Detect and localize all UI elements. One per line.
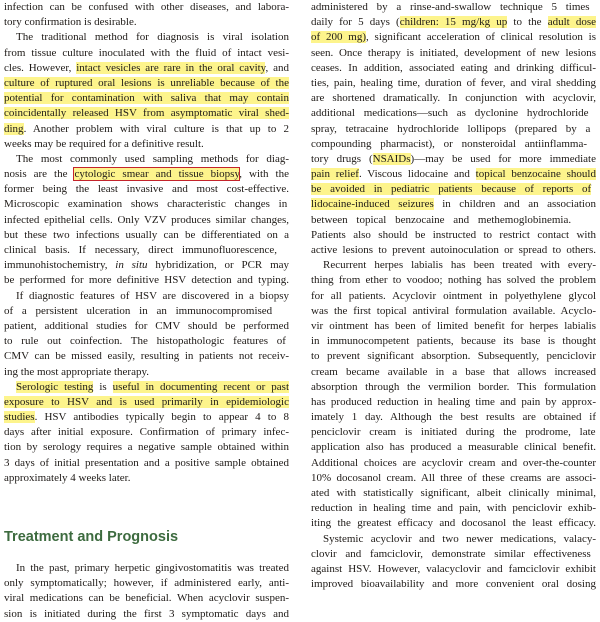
text-segment: to prevent significant absorption. Subsequently, penciclovir: [311, 350, 596, 363]
text-line: [4, 425, 289, 440]
text-line: [311, 122, 596, 137]
text-segment: administered by a rinse-and-swallow technique 5 times: [311, 1, 590, 13]
text-line: [311, 304, 596, 319]
boxed-highlight-phrase: cytologic smear and tissue biopsy: [74, 168, 240, 181]
text-line: [4, 304, 289, 319]
text-line: [311, 273, 596, 288]
text-segment: is: [93, 380, 113, 393]
text-line: [4, 122, 289, 137]
text-line: [311, 213, 596, 228]
text-segment: In the past, primary herpetic gingivostomatitis was treated: [16, 562, 289, 574]
text-segment: to the: [507, 16, 548, 29]
text-segment: has produced reduction in healing time and pain by approx-: [311, 395, 596, 408]
text-line: [4, 30, 289, 45]
left-column: [4, 0, 289, 622]
text-segment: against HSV. However, valacyclovir and famciclovir exhibit: [311, 562, 596, 575]
text-segment: additional medications—such as dyclonine hydrochloride: [311, 107, 589, 120]
text-line: [311, 15, 596, 30]
text-segment: nosis are the: [4, 168, 75, 181]
text-segment: tory confirmation is desirable.: [4, 16, 137, 29]
text-line: [4, 289, 289, 304]
text-line: [4, 228, 289, 243]
text-line: [4, 380, 289, 395]
highlighted-phrase: Serologic testing: [16, 380, 94, 393]
text-segment: . Viscous lidocaine and: [358, 168, 476, 181]
text-line: [4, 61, 289, 76]
text-line: [4, 591, 289, 606]
text-segment: in children and an association: [433, 198, 596, 211]
text-line: [311, 395, 596, 410]
text-line: [4, 273, 289, 288]
text-segment: . Another problem with viral culture is that up to 2: [23, 122, 289, 135]
text-segment: spray, tetracaine hydrochloride lollipops (prepared by a: [311, 122, 591, 135]
text-segment: Additional choices are acyclovir cream and over-the-counter: [311, 456, 596, 469]
text-line: [4, 471, 289, 486]
text-line: [311, 334, 596, 349]
text-line: [4, 410, 289, 425]
text-line: [311, 501, 596, 516]
text-line: [4, 607, 289, 622]
text-segment: in situ: [115, 259, 148, 272]
text-line: [4, 440, 289, 455]
highlighted-phrase: children: 15 mg/kg up: [399, 16, 508, 29]
text-line: [4, 152, 289, 167]
text-line: [4, 197, 289, 212]
text-segment: viral medications can be beneficial. When acyclovir suspen-: [4, 592, 289, 605]
section-spacer: [4, 486, 289, 526]
text-segment: ated with statistically significant, albeit clinically minimal,: [311, 487, 596, 499]
text-segment: daily for 5 days (: [311, 16, 400, 29]
text-segment: approximately 4 weeks later.: [4, 471, 131, 484]
text-segment: The most commonly used sampling methods for diag-: [16, 152, 289, 165]
text-line: [311, 456, 596, 471]
text-segment: tion by serology requires a negative sample obtained within: [4, 441, 289, 454]
text-segment: Systemic acyclovir and two newer medications, valacy-: [323, 532, 596, 545]
highlighted-phrase: lidocaine-induced seizures: [311, 198, 434, 211]
highlighted-phrase: ding: [4, 122, 24, 135]
text-segment: to rule out coinfection. The histopathologic features of: [4, 335, 286, 348]
text-segment: )—may be used for more immediate: [410, 152, 596, 165]
text-line: [311, 106, 596, 121]
highlighted-phrase: coincidentally released HSV from asymptomatic viral shed-: [4, 107, 289, 120]
text-line: [311, 349, 596, 364]
text-line: [4, 319, 289, 334]
text-line: [4, 365, 289, 380]
text-line: [4, 15, 289, 30]
text-segment: CMV can be missed easily, resulting in patients not receiv-: [4, 350, 289, 363]
text-line: [311, 289, 596, 304]
text-segment: Microscopic examination shows characteristic changes in: [4, 198, 288, 211]
text-line: [311, 91, 596, 106]
text-line: [311, 167, 596, 182]
text-line: [4, 182, 289, 197]
highlighted-phrase: of 200 mg): [311, 31, 366, 44]
text-segment: ceases. In addition, associated eating and drinking difficul-: [311, 61, 596, 74]
text-line: [311, 152, 596, 167]
text-segment: vir ointment has been of limited benefit for herpes labialis: [311, 319, 596, 332]
text-line: [311, 182, 596, 197]
text-line: [4, 213, 289, 228]
text-segment: imately 1 day. Although the best results are obtained if: [311, 411, 596, 424]
text-segment: Patients also should be instructed to restrict contact with: [311, 228, 596, 241]
text-line: [311, 547, 596, 562]
text-line: [311, 30, 596, 45]
text-segment: seen. Once therapy is initiated, development of new lesions: [311, 46, 596, 59]
text-line: [4, 0, 289, 15]
text-line: [311, 440, 596, 455]
text-segment: absorption through the vermilion border. This formulation: [311, 380, 596, 393]
highlighted-phrase: exposure to HSV and is used primarily in epidemiologic: [4, 395, 289, 408]
text-segment: , with the: [239, 168, 289, 181]
text-segment: infected epithelial cells. Only VZV produces similar changes,: [4, 213, 289, 226]
text-segment: only symptomatically; however, if administered early, anti-: [4, 577, 289, 590]
text-segment: are shortened dramatically. In conjunction with acyclovir,: [311, 92, 596, 105]
text-line: [4, 167, 289, 182]
text-line: [311, 486, 596, 501]
right-column: [311, 0, 596, 592]
text-segment: weeks may be required for a definitive result.: [4, 137, 204, 150]
text-line: [4, 106, 289, 121]
text-line: [311, 258, 596, 273]
text-line: [311, 532, 596, 547]
highlighted-phrase: pain relief: [311, 168, 359, 181]
text-segment: 10% docosanol cream. All three of these creams are associ-: [311, 471, 596, 484]
text-segment: hybridization, or PCR may: [147, 259, 289, 272]
section-heading: Treatment and Prognosis: [4, 529, 179, 545]
text-line: [4, 349, 289, 364]
text-segment: clovir and famciclovir, demonstrate similar effectiveness: [311, 547, 591, 560]
text-segment: If diagnostic features of HSV are discovered in a biopsy: [16, 289, 289, 302]
text-line: [4, 76, 289, 91]
highlighted-phrase: adult dose: [547, 16, 596, 29]
text-segment: former being the least invasive and most cost-effective.: [4, 183, 289, 196]
text-line: [311, 243, 596, 258]
text-segment: improved bioavailability and more convenient oral dosing: [311, 578, 596, 591]
text-line: [311, 319, 596, 334]
text-line: [311, 471, 596, 486]
text-line: [311, 577, 596, 592]
text-line: [4, 91, 289, 106]
text-segment: but these two infections usually can be differentiated on a: [4, 228, 289, 241]
text-segment: cream became available in a base that allows increased: [311, 365, 596, 378]
text-line: [311, 410, 596, 425]
text-line: [311, 76, 596, 91]
highlighted-phrase: be avoided in pediatric patients because of reports of: [311, 183, 592, 196]
highlighted-phrase: intact vesicles are rare in the oral cavity: [76, 61, 266, 74]
text-segment: thing from ether to voodoo; nothing has solved the problem: [311, 274, 596, 287]
text-segment: ties, pain, healing time, duration of fever, and viral shedding: [311, 76, 596, 89]
text-segment: be performed for more definitive HSV detection and typing.: [4, 274, 289, 287]
text-segment: tory drugs (: [311, 152, 373, 165]
text-line: [311, 516, 596, 531]
text-segment: days after initial exposure. Confirmation of primary infec-: [4, 426, 289, 439]
text-segment: compounding pharmacist), or nonsteroidal antiinflamma-: [311, 137, 588, 150]
text-line: [311, 380, 596, 395]
text-segment: for all patients. Acyclovir ointment in polyethylene glycol: [311, 289, 596, 302]
text-segment: in immunocompetent patients, because its base is thought: [311, 335, 596, 348]
text-segment: The traditional method for diagnosis is viral isolation: [16, 31, 289, 44]
text-line: [311, 46, 596, 61]
text-segment: ing the most appropriate therapy.: [4, 365, 149, 378]
text-line: [311, 562, 596, 577]
text-segment: application also has produced a measurable clinical benefit.: [311, 441, 596, 454]
text-line: [4, 258, 289, 273]
highlighted-phrase: studies: [4, 411, 35, 424]
text-line: [4, 395, 289, 410]
text-segment: Recurrent herpes labialis has been treated with every-: [323, 259, 596, 272]
highlighted-phrase: useful in documenting recent or past: [112, 380, 289, 393]
text-line: [4, 137, 289, 152]
text-segment: active lesions to prevent autoinoculation or spread to others.: [311, 244, 596, 256]
text-segment: . HSV antibodies typically begin to appear 4 to 8: [34, 411, 289, 424]
highlighted-phrase: topical benzocaine should: [475, 168, 596, 181]
text-line: [4, 46, 289, 61]
text-segment: from tissue culture inoculated with the fluid of intact vesi-: [4, 46, 289, 59]
text-line: [311, 197, 596, 212]
text-segment: cles. However,: [4, 61, 77, 74]
text-segment: sion is initiated during the first 3 symptomatic days and: [4, 607, 289, 620]
text-line: [4, 456, 289, 471]
text-line: [311, 61, 596, 76]
text-segment: reduction in healing time and pain, with penciclovir exhib-: [311, 502, 596, 515]
text-line: [4, 334, 289, 349]
text-segment: , and: [265, 61, 289, 74]
text-line: [311, 365, 596, 380]
text-line: [311, 425, 596, 440]
text-segment: infection can be confused with other diseases, and labora-: [4, 1, 289, 13]
text-line: [311, 228, 596, 243]
text-segment: was the first topical antiviral formulation available. Acyclo-: [311, 304, 596, 317]
text-line: [4, 576, 289, 591]
text-line: [311, 0, 596, 15]
text-segment: immunohistochemistry,: [4, 259, 116, 272]
highlighted-phrase: culture of ruptured oral lesions is unreliable because of the: [4, 76, 289, 89]
text-line: [4, 243, 289, 258]
text-segment: clinical basis. If necessary, direct immunofluorescence,: [4, 244, 278, 256]
text-segment: between topical benzocaine and methemoglobinemia.: [311, 213, 572, 226]
highlighted-phrase: potential for contamination with saliva that may contain: [4, 92, 289, 105]
text-segment: iting the greatest efficacy and docosanol the least efficacy.: [311, 517, 596, 530]
highlighted-phrase: NSAIDs: [372, 152, 411, 165]
text-line: [4, 561, 289, 576]
text-segment: , significant acceleration of clinical resolution is: [366, 31, 596, 44]
text-line: [311, 137, 596, 152]
text-segment: penciclovir cream is initiated during the prodrome, late: [311, 426, 596, 439]
text-segment: of a persistent ulceration in an immunocompromised: [4, 304, 273, 317]
text-segment: 3 days of initial presentation and a positive sample obtained: [4, 456, 289, 469]
text-segment: patient, additional studies for CMV should be performed: [4, 319, 289, 332]
